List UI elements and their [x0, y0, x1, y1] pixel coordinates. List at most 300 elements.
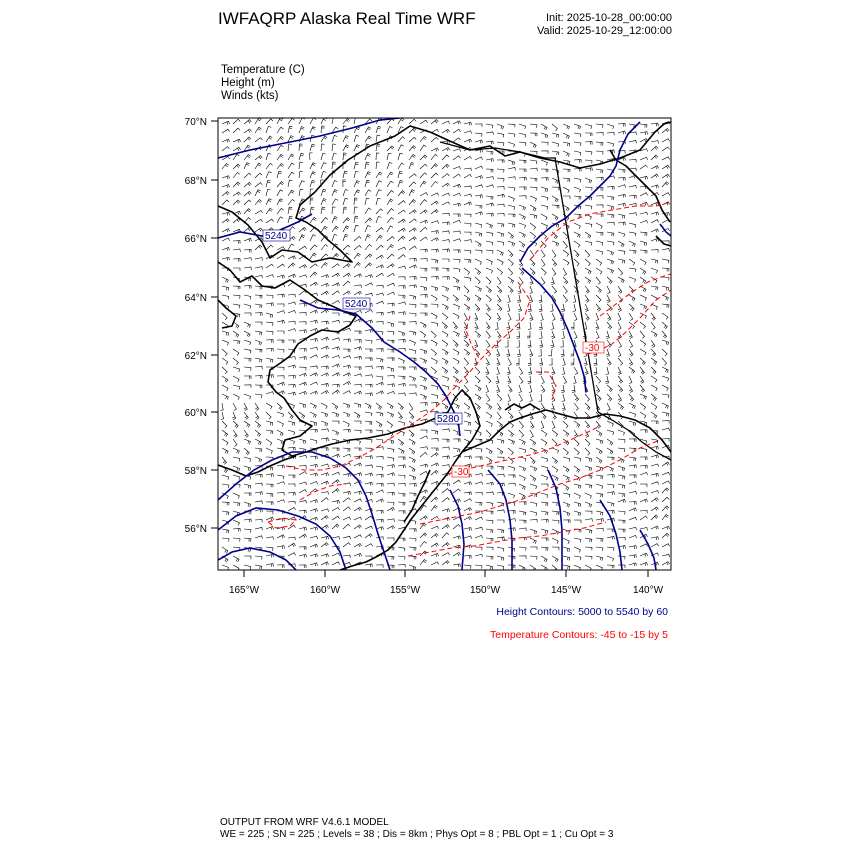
- wind-barb: [255, 200, 262, 206]
- wind-barb: [442, 498, 449, 502]
- wind-barb: [563, 466, 569, 472]
- wind-barb: [508, 448, 513, 455]
- wind-barb: [244, 448, 249, 455]
- wind-barb: [332, 217, 338, 224]
- wind-barb: [420, 181, 426, 187]
- wind-barb: [464, 232, 471, 235]
- wind-barb: [343, 281, 350, 286]
- wind-barb: [376, 358, 383, 362]
- wind-barb: [409, 493, 416, 496]
- wind-barb: [508, 241, 515, 246]
- wind-barb: [651, 166, 659, 169]
- wind-barb: [453, 184, 461, 187]
- wind-barb: [596, 205, 603, 208]
- wind-barb: [530, 529, 537, 534]
- wind-barb: [651, 455, 659, 458]
- lat-label: 68°N: [184, 176, 207, 187]
- wind-barb: [420, 322, 426, 328]
- wind-barb: [563, 475, 569, 481]
- wind-barb: [442, 268, 449, 272]
- wind-barb: [299, 265, 307, 269]
- wind-barb: [398, 201, 405, 205]
- wind-barb: [310, 127, 316, 133]
- wind-barb: [398, 564, 405, 567]
- wind-barb: [332, 207, 336, 214]
- wind-barb: [398, 358, 404, 364]
- wind-barb: [310, 456, 317, 459]
- wind-barb: [420, 210, 427, 214]
- wind-barb: [376, 499, 384, 503]
- wind-barb: [420, 331, 426, 338]
- wind-barb: [354, 262, 361, 268]
- wind-barb: [541, 403, 545, 411]
- wind-barb: [387, 283, 395, 286]
- wind-barb: [222, 484, 229, 488]
- wind-barb: [574, 430, 578, 438]
- wind-barb: [376, 255, 384, 259]
- wind-barb: [266, 208, 273, 214]
- wind-barb: [618, 358, 623, 365]
- wind-barb: [486, 482, 494, 485]
- wind-barb: [539, 340, 542, 348]
- wind-barb: [629, 385, 633, 393]
- wind-barb: [442, 183, 450, 187]
- wind-barb: [442, 367, 448, 374]
- wind-barb: [596, 295, 601, 302]
- wind-barb: [431, 385, 438, 390]
- wind-barb: [530, 538, 536, 544]
- wind-barb: [552, 151, 559, 155]
- wind-barb: [233, 421, 238, 428]
- wind-barb: [299, 162, 303, 169]
- wind-barb: [508, 250, 513, 257]
- wind-barb: [354, 216, 358, 223]
- wind-barb: [244, 394, 251, 399]
- wind-barb: [332, 313, 339, 316]
- wind-barb: [640, 268, 646, 274]
- wind-barb: [266, 275, 274, 278]
- wind-barb: [486, 367, 489, 375]
- wind-barb: [431, 358, 437, 364]
- wind-barb: [266, 392, 274, 395]
- wind-barb: [365, 190, 371, 196]
- wind-barb: [299, 118, 305, 124]
- wind-barb: [464, 122, 472, 125]
- wind-barb: [519, 133, 526, 138]
- wind-barb: [596, 376, 601, 383]
- wind-barb: [541, 178, 548, 181]
- wind-barb: [321, 498, 328, 502]
- wind-barb: [519, 169, 526, 172]
- wind-barb: [409, 162, 414, 169]
- wind-barb: [332, 508, 340, 512]
- wind-barb: [497, 537, 504, 540]
- wind-barb: [585, 538, 592, 542]
- wind-barb: [519, 439, 525, 445]
- wind-barb: [486, 159, 494, 162]
- wind-barb: [596, 169, 603, 173]
- wind-barb: [607, 565, 614, 568]
- wind-barb: [519, 556, 526, 559]
- wind-barb: [596, 277, 600, 284]
- wind-barb: [365, 482, 373, 485]
- wind-barb: [574, 493, 580, 499]
- variable-temperature: Temperature (C): [221, 64, 305, 76]
- wind-barb: [222, 295, 229, 299]
- wind-barb: [530, 205, 536, 211]
- wind-barb: [519, 528, 526, 531]
- wind-barb: [376, 376, 383, 380]
- wind-barb: [607, 448, 613, 454]
- wind-barb: [288, 274, 296, 278]
- wind-barb: [266, 199, 272, 205]
- wind-barb: [464, 565, 471, 569]
- wind-barb: [497, 232, 504, 237]
- wind-barb: [607, 358, 611, 365]
- wind-barb: [651, 498, 658, 502]
- wind-barb: [321, 171, 326, 178]
- wind-barb: [563, 376, 567, 384]
- wind-barb: [222, 376, 228, 382]
- wind-barb: [486, 304, 490, 311]
- variable-height: Height (m): [221, 77, 275, 89]
- wind-barb: [376, 144, 380, 151]
- wind-barb: [387, 473, 395, 476]
- wind-barb: [288, 525, 296, 529]
- wind-barb: [299, 313, 306, 316]
- wind-barb: [486, 466, 493, 469]
- wind-barb: [420, 200, 427, 205]
- wind-barb: [431, 543, 439, 547]
- wind-barb: [651, 385, 657, 391]
- wind-barb: [431, 562, 439, 565]
- wind-barb: [618, 232, 625, 237]
- wind-barb: [288, 244, 294, 250]
- wind-barb: [299, 303, 306, 306]
- wind-barb: [321, 283, 329, 286]
- wind-barb: [442, 202, 450, 205]
- wind-barb: [277, 331, 284, 334]
- wind-barb: [233, 147, 241, 151]
- wind-barb: [255, 509, 263, 512]
- wind-barb: [310, 544, 318, 547]
- wind-barb: [310, 118, 316, 124]
- lat-label: 70°N: [184, 117, 207, 128]
- wind-barb: [398, 502, 405, 506]
- wind-barb: [618, 520, 625, 523]
- wind-barb: [233, 457, 240, 462]
- wind-barb: [453, 193, 461, 196]
- wind-barb: [409, 448, 415, 454]
- wind-barb: [563, 169, 570, 172]
- wind-barb: [343, 421, 349, 427]
- wind-barb: [530, 547, 537, 550]
- wind-barb: [640, 132, 648, 135]
- wind-barb: [409, 295, 416, 299]
- wind-barb: [563, 565, 570, 569]
- wind-barb: [486, 268, 493, 273]
- wind-barb: [530, 313, 534, 321]
- wind-barb: [266, 172, 272, 178]
- wind-barb: [244, 258, 252, 261]
- wind-barb: [431, 259, 438, 263]
- wind-barb: [431, 322, 438, 327]
- wind-barb: [387, 465, 395, 468]
- lon-label: 165°W: [228, 585, 260, 596]
- wind-barb: [574, 394, 579, 401]
- wind-barb: [506, 349, 509, 357]
- wind-barb: [530, 196, 537, 202]
- wind-barb: [255, 501, 262, 504]
- wind-barb: [255, 258, 263, 261]
- wind-barb: [431, 340, 437, 346]
- wind-barb: [310, 180, 315, 187]
- wind-barb: [321, 309, 329, 313]
- wind-barb: [288, 392, 296, 395]
- wind-barb: [387, 507, 395, 511]
- wind-barb: [530, 214, 537, 219]
- wind-barb: [475, 133, 482, 137]
- wind-barb: [442, 193, 450, 196]
- wind-barb: [255, 448, 262, 452]
- wind-barb: [475, 322, 479, 330]
- wind-barb: [585, 493, 591, 499]
- wind-barb: [464, 482, 472, 485]
- wind-barb: [640, 412, 646, 418]
- wind-barb: [233, 367, 240, 372]
- wind-barb: [288, 430, 295, 435]
- wind-barb: [343, 136, 349, 142]
- wind-barb: [475, 376, 480, 383]
- wind-barb: [420, 410, 428, 413]
- wind-barb: [563, 448, 568, 455]
- wind-barb: [365, 499, 373, 502]
- wind-barb: [431, 173, 438, 178]
- wind-barb: [453, 376, 459, 383]
- wind-barb: [574, 241, 580, 247]
- wind-barb: [365, 516, 373, 520]
- wind-barb: [662, 533, 669, 538]
- wind-barb: [453, 525, 460, 530]
- wind-barb: [409, 237, 416, 241]
- wind-barb: [409, 258, 416, 261]
- wind-barb: [222, 538, 229, 542]
- wind-barb: [508, 223, 515, 227]
- wind-barb: [288, 492, 295, 495]
- wind-barb: [530, 556, 537, 560]
- wind-barb: [629, 508, 637, 511]
- wind-barb: [541, 511, 548, 515]
- wind-barb: [475, 517, 483, 520]
- wind-barb: [343, 153, 347, 160]
- wind-barb: [552, 268, 556, 276]
- wind-barb: [310, 217, 317, 223]
- wind-barb: [365, 226, 371, 233]
- wind-barb: [618, 214, 625, 219]
- wind-barb: [508, 142, 515, 147]
- wind-barb: [508, 430, 514, 437]
- wind-barb: [387, 492, 394, 495]
- wind-barb: [398, 493, 405, 497]
- wind-barb: [550, 304, 553, 311]
- wind-barb: [453, 331, 459, 337]
- wind-barb: [486, 412, 492, 418]
- wind-barb: [519, 142, 526, 146]
- wind-barb: [332, 454, 340, 458]
- wind-barb: [354, 291, 362, 295]
- wind-barb: [541, 484, 548, 487]
- wind-barb: [420, 145, 426, 151]
- wind-barb: [266, 527, 274, 530]
- wind-barb: [629, 535, 637, 538]
- wind-barb: [431, 313, 437, 319]
- wind-barb: [244, 376, 251, 379]
- wind-barb: [596, 151, 603, 155]
- wind-barb: [409, 331, 416, 335]
- wind-barb: [607, 475, 614, 478]
- wind-barb: [530, 519, 537, 522]
- wind-barb: [519, 196, 526, 199]
- wind-barb: [376, 181, 382, 187]
- wind-barb: [530, 421, 534, 429]
- wind-barb: [519, 547, 526, 551]
- wind-barb: [277, 412, 284, 417]
- wind-barb: [552, 205, 559, 208]
- wind-barb: [387, 384, 394, 387]
- wind-barb: [618, 304, 622, 312]
- wind-barb: [299, 403, 306, 408]
- wind-barb: [640, 193, 648, 196]
- wind-barb: [574, 259, 579, 266]
- wind-barb: [398, 171, 403, 178]
- wind-barb: [442, 222, 449, 225]
- wind-barb: [530, 151, 537, 154]
- wind-barb: [365, 329, 373, 332]
- wind-barb: [618, 430, 625, 435]
- wind-barb: [255, 322, 262, 325]
- wind-barb: [629, 340, 633, 348]
- wind-barb: [618, 511, 625, 515]
- wind-barb: [354, 274, 362, 278]
- wind-barb: [409, 228, 416, 232]
- temperature-contour-legend: Temperature Contours: -45 to -15 by 5: [489, 629, 668, 641]
- wind-barb: [453, 439, 460, 442]
- wind-barb: [354, 310, 362, 313]
- wind-barb: [431, 526, 439, 529]
- wind-barb: [519, 205, 526, 210]
- wind-barb: [376, 391, 384, 395]
- wind-barb: [662, 420, 669, 423]
- wind-barb: [288, 172, 294, 178]
- wind-barb: [420, 173, 427, 178]
- wind-barb: [354, 236, 361, 241]
- wind-barb: [398, 180, 403, 187]
- wind-barb: [475, 124, 482, 127]
- wind-barb: [365, 393, 372, 396]
- wind-barb: [398, 295, 405, 299]
- wind-barb: [222, 421, 227, 428]
- wind-barb: [387, 181, 393, 187]
- wind-barb: [266, 264, 274, 268]
- wind-barb: [585, 457, 592, 462]
- wind-barb: [516, 358, 519, 365]
- wind-barb: [486, 492, 493, 495]
- wind-barb: [387, 483, 394, 486]
- wind-barb: [453, 322, 458, 329]
- wind-barb: [343, 524, 350, 529]
- wind-barb: [508, 160, 515, 165]
- wind-barb: [277, 199, 283, 205]
- wind-barb: [343, 180, 346, 187]
- wind-barb: [310, 500, 318, 503]
- wind-barb: [574, 313, 577, 321]
- wind-barb: [640, 367, 644, 374]
- wind-barb: [552, 511, 559, 515]
- wind-barb: [321, 448, 328, 451]
- wind-barb: [585, 502, 592, 507]
- wind-barb: [398, 465, 405, 468]
- wind-barb: [354, 162, 359, 169]
- wind-barb: [299, 127, 304, 134]
- wind-barb: [464, 313, 467, 321]
- wind-barb: [662, 139, 670, 142]
- wind-barb: [420, 259, 427, 262]
- wind-barb: [464, 174, 472, 178]
- wind-barb: [255, 163, 261, 169]
- wind-barb: [618, 484, 625, 489]
- wind-barb: [365, 421, 372, 425]
- wind-barb: [354, 403, 361, 408]
- wind-barb: [398, 286, 405, 289]
- wind-barb: [453, 304, 460, 309]
- wind-barb: [387, 421, 393, 428]
- wind-barb: [310, 328, 318, 331]
- wind-barb: [387, 127, 392, 134]
- wind-barb: [332, 338, 340, 341]
- wind-barb: [607, 403, 610, 411]
- wind-barb: [548, 349, 552, 356]
- wind-barb: [541, 205, 548, 210]
- wind-barb: [398, 137, 405, 142]
- wind-barb: [266, 474, 274, 477]
- wind-barb: [541, 466, 548, 471]
- wind-barb: [596, 196, 603, 199]
- wind-barb: [299, 472, 307, 476]
- wind-barb: [519, 376, 523, 384]
- wind-barb: [453, 121, 461, 124]
- wind-barb: [464, 430, 471, 434]
- wind-barb: [464, 156, 472, 160]
- wind-barb: [486, 385, 489, 393]
- wind-barb: [321, 562, 329, 566]
- wind-barb: [332, 190, 337, 197]
- wind-barb: [640, 322, 646, 329]
- wind-barb: [607, 529, 614, 532]
- wind-barb: [255, 421, 261, 428]
- wind-barb: [343, 382, 351, 386]
- wind-barb: [233, 173, 240, 179]
- wind-barb: [629, 517, 637, 520]
- wind-barb: [640, 516, 647, 520]
- wind-barb: [244, 412, 248, 419]
- wind-barb: [343, 145, 349, 151]
- wind-barb: [310, 264, 317, 268]
- wind-barb: [387, 254, 394, 259]
- wind-barb: [528, 376, 531, 383]
- wind-barb: [354, 507, 362, 511]
- wind-barb: [486, 403, 492, 410]
- wind-barb: [541, 223, 547, 229]
